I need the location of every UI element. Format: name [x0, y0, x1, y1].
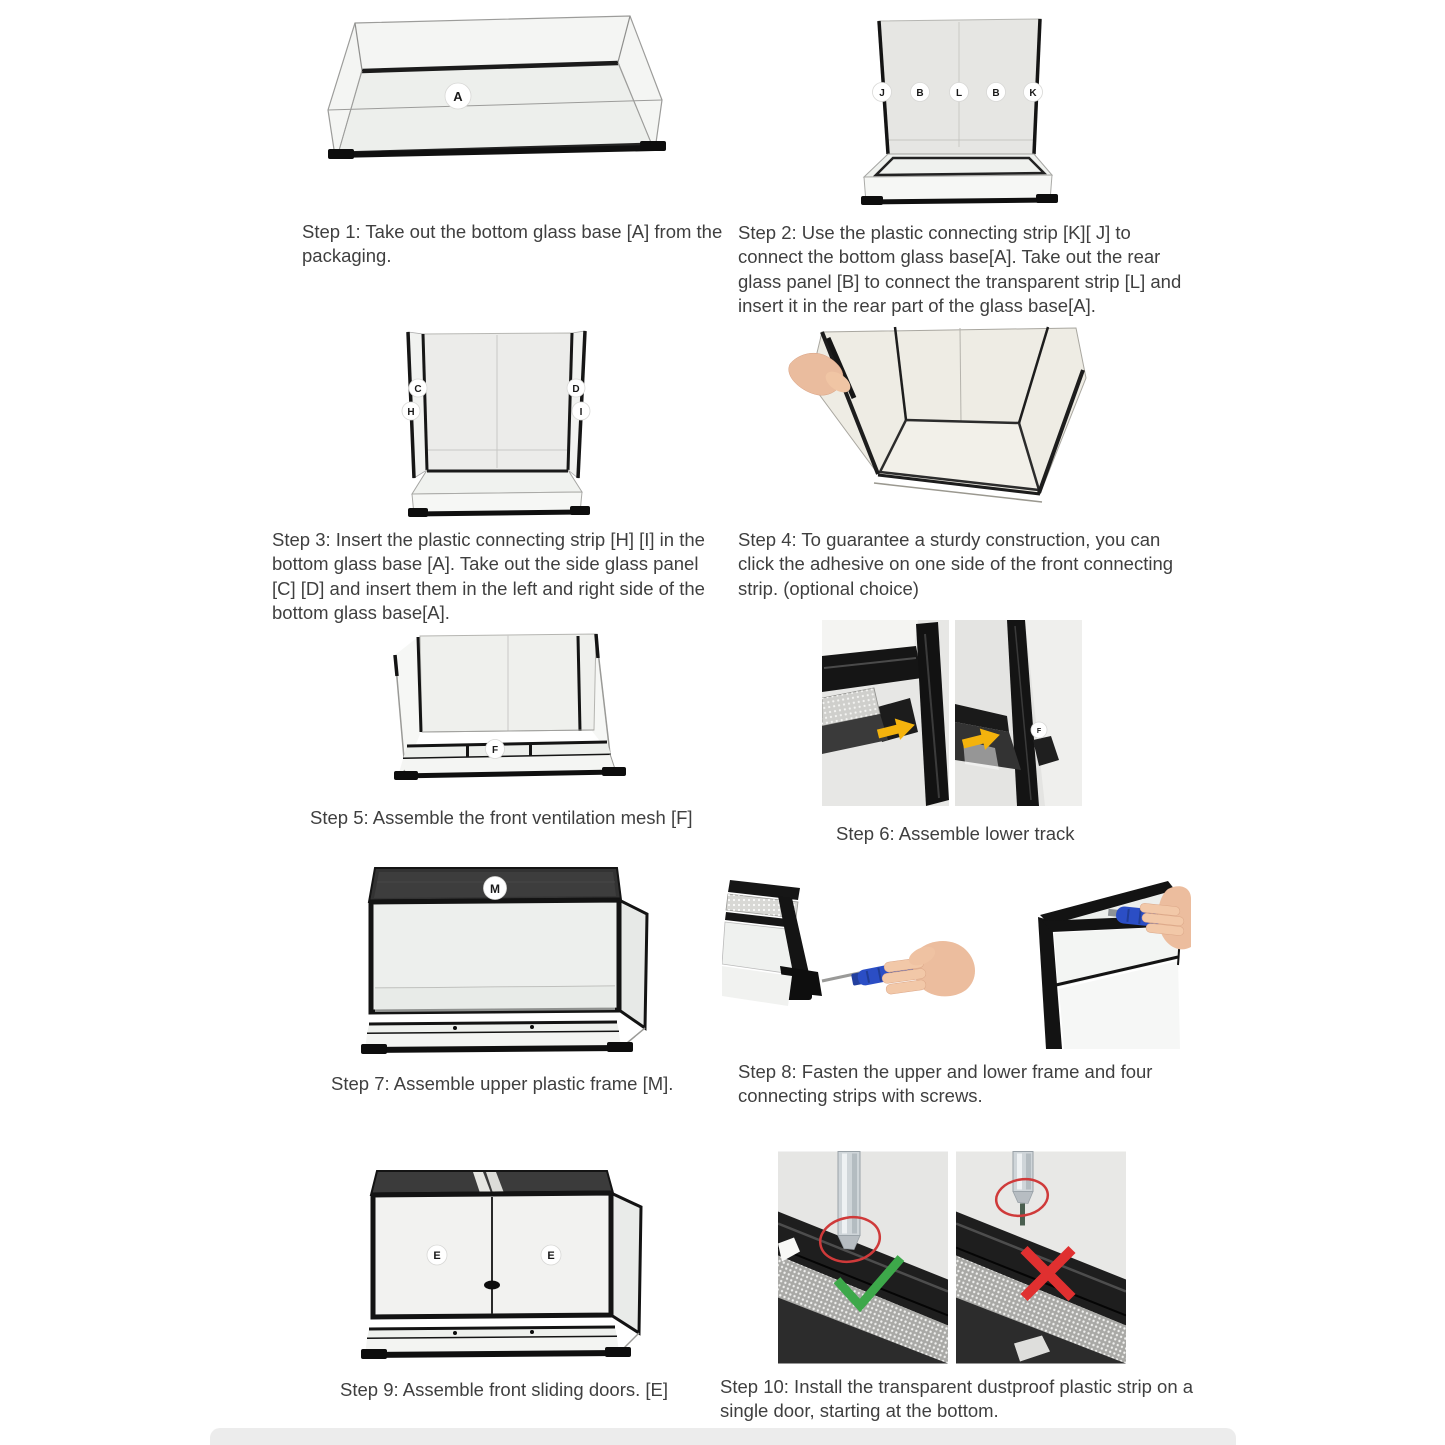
step-1-figure: [310, 8, 710, 193]
svg-text:C: C: [414, 384, 422, 395]
svg-text:L: L: [955, 88, 963, 99]
adhesive-click-illustration: [810, 327, 1086, 502]
step-2-caption: Step 2: Use the plastic connecting strip [K][ J] to connect the bottom glass base[A]. Take out the rear glass panel [B] to connect the transparent strip [L] and insert it in the rear part of the glass base[A].: [738, 222, 1182, 317]
dustproof-strip: [838, 1152, 860, 1250]
step-7-caption: Step 7: Assemble upper plastic frame [M].: [331, 1073, 674, 1094]
ventilation-mesh-illustration: [394, 634, 626, 780]
step-10-photo-wrong: [956, 1151, 1126, 1364]
part-label-i: [572, 402, 590, 420]
step-4-figure: [788, 320, 1110, 520]
step-8-photo-right: [1028, 855, 1191, 1051]
tank-corner: [722, 880, 822, 1006]
svg-text:B: B: [992, 88, 1000, 99]
svg-text:F: F: [1036, 728, 1042, 735]
step-8-photos: [722, 855, 1191, 1051]
part-label-c: [409, 379, 427, 397]
step-6-photos: [822, 620, 1082, 806]
step-5-figure: [374, 618, 654, 800]
step-6-photo-right: [955, 620, 1082, 806]
step-4-caption: Step 4: To guarantee a sturdy construction, you can click the adhesive on one side of the front connecting strip. (optional choice): [738, 529, 1174, 599]
part-label-m: [484, 877, 507, 900]
svg-text:D: D: [572, 384, 580, 395]
part-label-d: [567, 379, 585, 397]
part-label-k: [1024, 83, 1043, 102]
part-label-l: [950, 83, 969, 102]
svg-text:E: E: [433, 1250, 441, 1262]
side-panels-illustration: [408, 331, 590, 517]
svg-text:I: I: [579, 407, 583, 418]
next-section-edge: [210, 1428, 1236, 1445]
part-label-f: [486, 740, 505, 759]
step-8-photo-left: [722, 878, 990, 1023]
svg-text:M: M: [490, 882, 500, 896]
step-6-caption: Step 6: Assemble lower track: [836, 823, 1075, 844]
step-1-caption: Step 1: Take out the bottom glass base [A] from the packaging.: [302, 221, 723, 267]
svg-text:H: H: [407, 407, 415, 418]
step-8-caption: Step 8: Fasten the upper and lower frame and four connecting strips with screws.: [738, 1061, 1153, 1107]
part-label-h: [402, 402, 420, 420]
step-10-caption: Step 10: Install the transparent dustproof plastic strip on a single door, starting at the bottom.: [720, 1376, 1194, 1422]
rear-panel-illustration: [861, 19, 1058, 205]
part-label-j: [873, 83, 892, 102]
step-10-photos: [778, 1151, 1126, 1364]
sliding-doors-illustration: [361, 1171, 641, 1359]
part-label-a: [445, 83, 471, 109]
step-10-photo-correct: [778, 1151, 948, 1364]
step-5-caption: Step 5: Assemble the front ventilation mesh [F]: [310, 807, 693, 828]
step-6-photo-left: [822, 620, 949, 806]
part-label-e-left: [427, 1245, 447, 1265]
svg-text:J: J: [879, 88, 885, 99]
svg-text:F: F: [491, 745, 499, 756]
part-label-e-right: [541, 1245, 561, 1265]
upper-frame-illustration: [361, 868, 647, 1054]
part-label-b-right: [987, 83, 1006, 102]
step-9-figure: [355, 1163, 665, 1365]
step-2-figure: [845, 5, 1090, 215]
svg-text:E: E: [547, 1250, 555, 1262]
part-label-b-left: [911, 83, 930, 102]
step-7-figure: [355, 858, 665, 1060]
step-3-caption: Step 3: Insert the plastic connecting strip [H] [I] in the bottom glass base [A]. Take out the side glass panel [C] [D] and insert them in the left and right side of the bottom glass base[A].: [272, 529, 705, 624]
glass-base-illustration: [328, 16, 666, 159]
hand: [882, 941, 975, 996]
svg-text:B: B: [916, 88, 924, 99]
step-9-caption: Step 9: Assemble front sliding doors. [E]: [340, 1379, 669, 1400]
svg-text:A: A: [453, 89, 463, 104]
step-3-figure: [380, 320, 640, 520]
svg-text:K: K: [1029, 88, 1037, 99]
part-label-f-small: [1031, 722, 1047, 738]
